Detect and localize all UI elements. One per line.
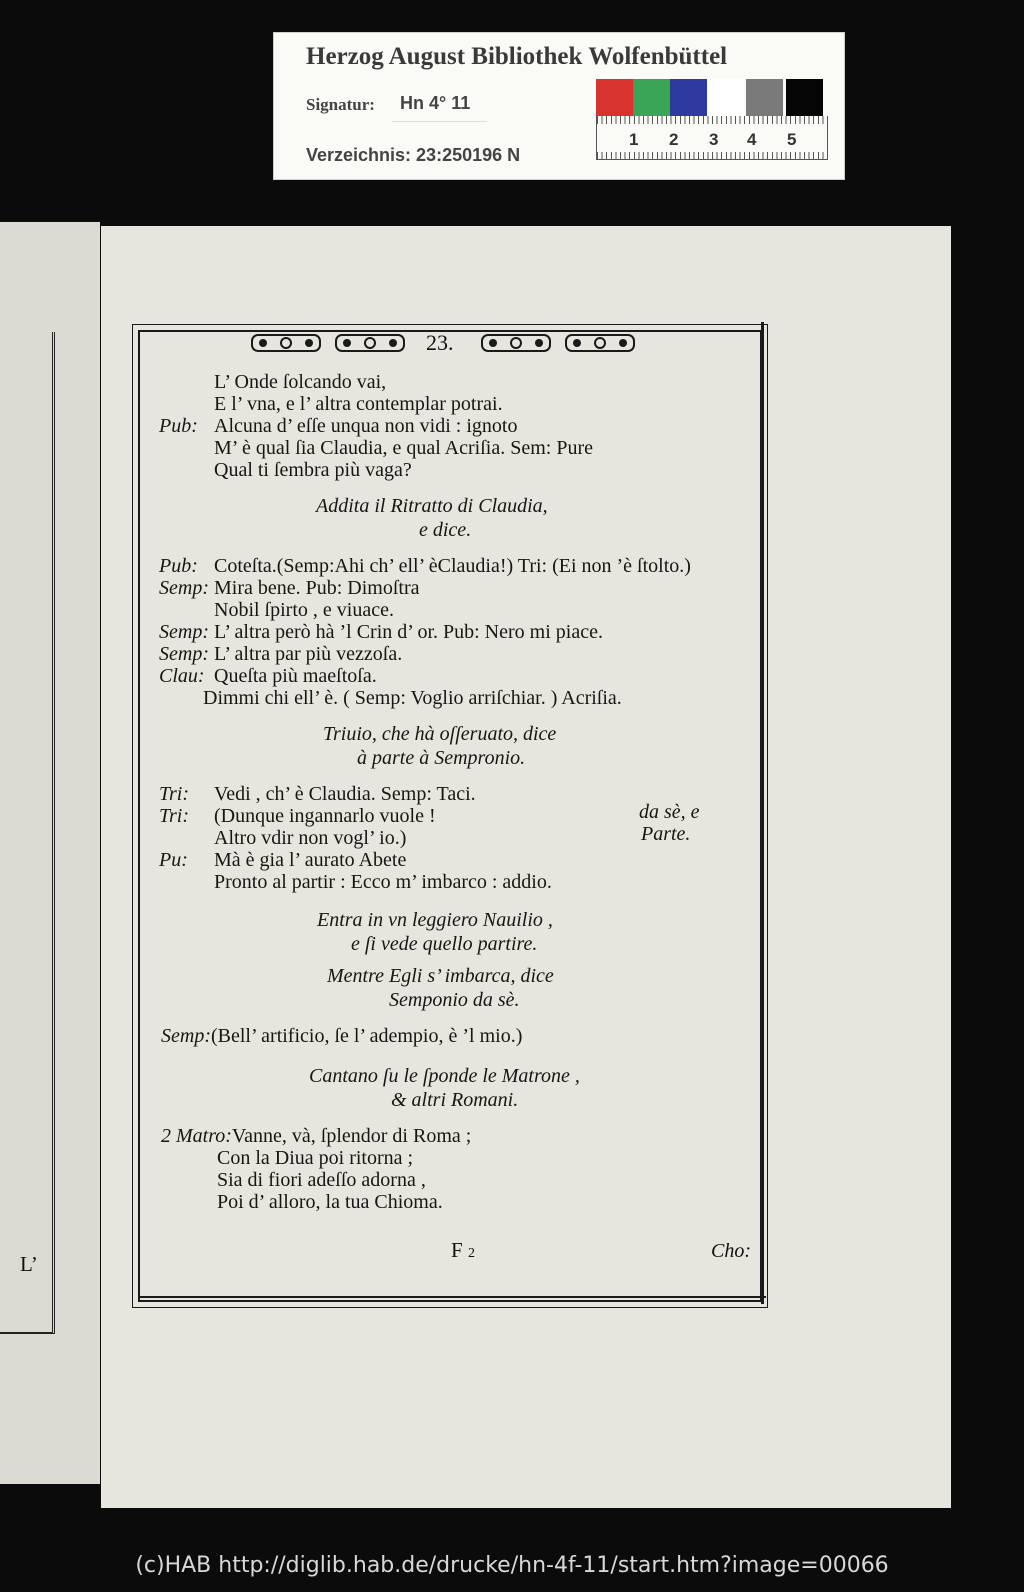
stage-direction: e ſi vede quello partire.: [351, 933, 538, 955]
catchword: Cho:: [711, 1240, 751, 1262]
dialogue-line: Poi d’ alloro, la tua Chioma.: [217, 1191, 443, 1213]
stage-direction: Triuio, che hà oſſeruato, dice: [323, 723, 557, 745]
dialogue-line: Qual ti ſembra più vaga?: [214, 459, 412, 481]
ornament-icon: [335, 332, 405, 354]
ruler-number: 2: [669, 130, 679, 149]
color-calibration-swatches: [596, 79, 826, 116]
stage-direction: Cantano ſu le ſponde le Matrone ,: [309, 1065, 580, 1087]
dialogue-line: Clau: Queſta più maeſtoſa.: [159, 665, 377, 687]
dialogue-line: Pronto al partir : Ecco m’ imbarco : addio.: [214, 871, 552, 893]
ruler-ticks-top: [597, 116, 827, 124]
left-facing-page: [0, 222, 100, 1484]
dialogue-line: Altro vdir non vogl’ io.): [214, 827, 407, 849]
page-header: [251, 328, 651, 358]
frame-rule-bottom: [138, 1296, 766, 1298]
dialogue-line: Pu: Mà è gia l’ aurato Abete: [159, 849, 407, 871]
swatch-white: [707, 79, 744, 116]
book-page: [101, 226, 951, 1508]
stage-direction: Semponio da sè.: [389, 989, 520, 1011]
signature-mark: F 2: [451, 1238, 475, 1262]
dialogue-line: Pub: Coteſta.(Semp:Ahi ch’ ell’ èClaudia!) Tri: (Ei non ’è ſtolto.): [159, 555, 691, 577]
dialogue-line: Nobil ſpirto , e viuace.: [214, 599, 394, 621]
ornament-icon: [251, 332, 321, 354]
dialogue-line: Semp: Mira bene. Pub: Dimoſtra: [159, 577, 420, 599]
footer-bar: [0, 1545, 1024, 1592]
dialogue-line: Tri: (Dunque ingannarlo vuole !: [159, 805, 436, 827]
dialogue-line: M’ è qual ſia Claudia, e qual Acriſia. Sem: Pure: [214, 437, 593, 459]
ruler-number: 5: [787, 130, 797, 149]
verzeichnis-number: Verzeichnis: 23:250196 N: [306, 145, 521, 165]
dialogue-line: Semp:(Bell’ artificio, ſe l’ adempio, è ’l mio.): [161, 1025, 523, 1047]
archive-label-card: [273, 32, 845, 180]
ornament-icon: [565, 332, 635, 354]
stage-direction: e dice.: [419, 519, 472, 541]
stage-direction: Addita il Ritratto di Claudia,: [316, 495, 548, 517]
dialogue-line: Semp: L’ altra però hà ’l Crin d’ or. Pub: Nero mi piace.: [159, 621, 603, 643]
aside-note: da sè, e: [639, 801, 700, 823]
swatch-red: [596, 79, 633, 116]
dialogue-line: Pub: Alcuna d’ eſſe unqua non vidi : ignoto: [159, 415, 518, 437]
dialogue-line: 2 Matro:Vanne, và, ſplendor di Roma ;: [161, 1125, 472, 1147]
ruler-number: 4: [747, 130, 757, 149]
ruler-number: 3: [709, 130, 719, 149]
ornament-icon: [481, 332, 551, 354]
library-name: Herzog August Bibliothek Wolfenbüttel: [306, 43, 728, 70]
aside-note: Parte.: [641, 823, 691, 845]
signatur-value: Hn 4° 11: [400, 93, 471, 113]
ruler-baseline: [597, 159, 827, 160]
signatur-underline: [392, 121, 487, 122]
dialogue-line: L’ Onde ſolcando vai,: [214, 371, 387, 393]
stage-direction: à parte à Sempronio.: [357, 747, 526, 769]
left-page-frame: [0, 332, 55, 1334]
dialogue-line: Sia di fiori adeſſo adorna ,: [217, 1169, 426, 1191]
dialogue-line: Con la Diua poi ritorna ;: [217, 1147, 414, 1169]
swatch-gray: [746, 79, 783, 116]
ruler-number: 1: [629, 130, 639, 149]
swatch-black: [786, 79, 823, 116]
dialogue-line: Dimmi chi ell’ è. ( Semp: Voglio arriſchiar. ) Acriſia.: [203, 687, 622, 709]
signatur-label: Signatur:: [306, 95, 375, 114]
scale-ruler: [596, 116, 828, 160]
page-number: 23.: [426, 330, 454, 355]
stage-direction: Entra in vn leggiero Nauilio ,: [317, 909, 553, 931]
footer-credit: (c)HAB http://diglib.hab.de/drucke/hn-4f-11/start.htm?image=00066: [135, 1553, 889, 1578]
stage-direction: & altri Romani.: [391, 1089, 519, 1111]
stage-direction: Mentre Egli s’ imbarca, dice: [327, 965, 554, 987]
dialogue-line: Tri: Vedi , ch’ è Claudia. Semp: Taci.: [159, 783, 476, 805]
swatch-blue: [670, 79, 707, 116]
dialogue-line: E l’ vna, e l’ altra contemplar potrai.: [214, 393, 503, 415]
swatch-green: [633, 79, 670, 116]
left-page-catchword: L’: [20, 1252, 38, 1276]
frame-rule-right: [761, 322, 764, 1304]
dialogue-line: Semp: L’ altra par più vezzoſa.: [159, 643, 403, 665]
